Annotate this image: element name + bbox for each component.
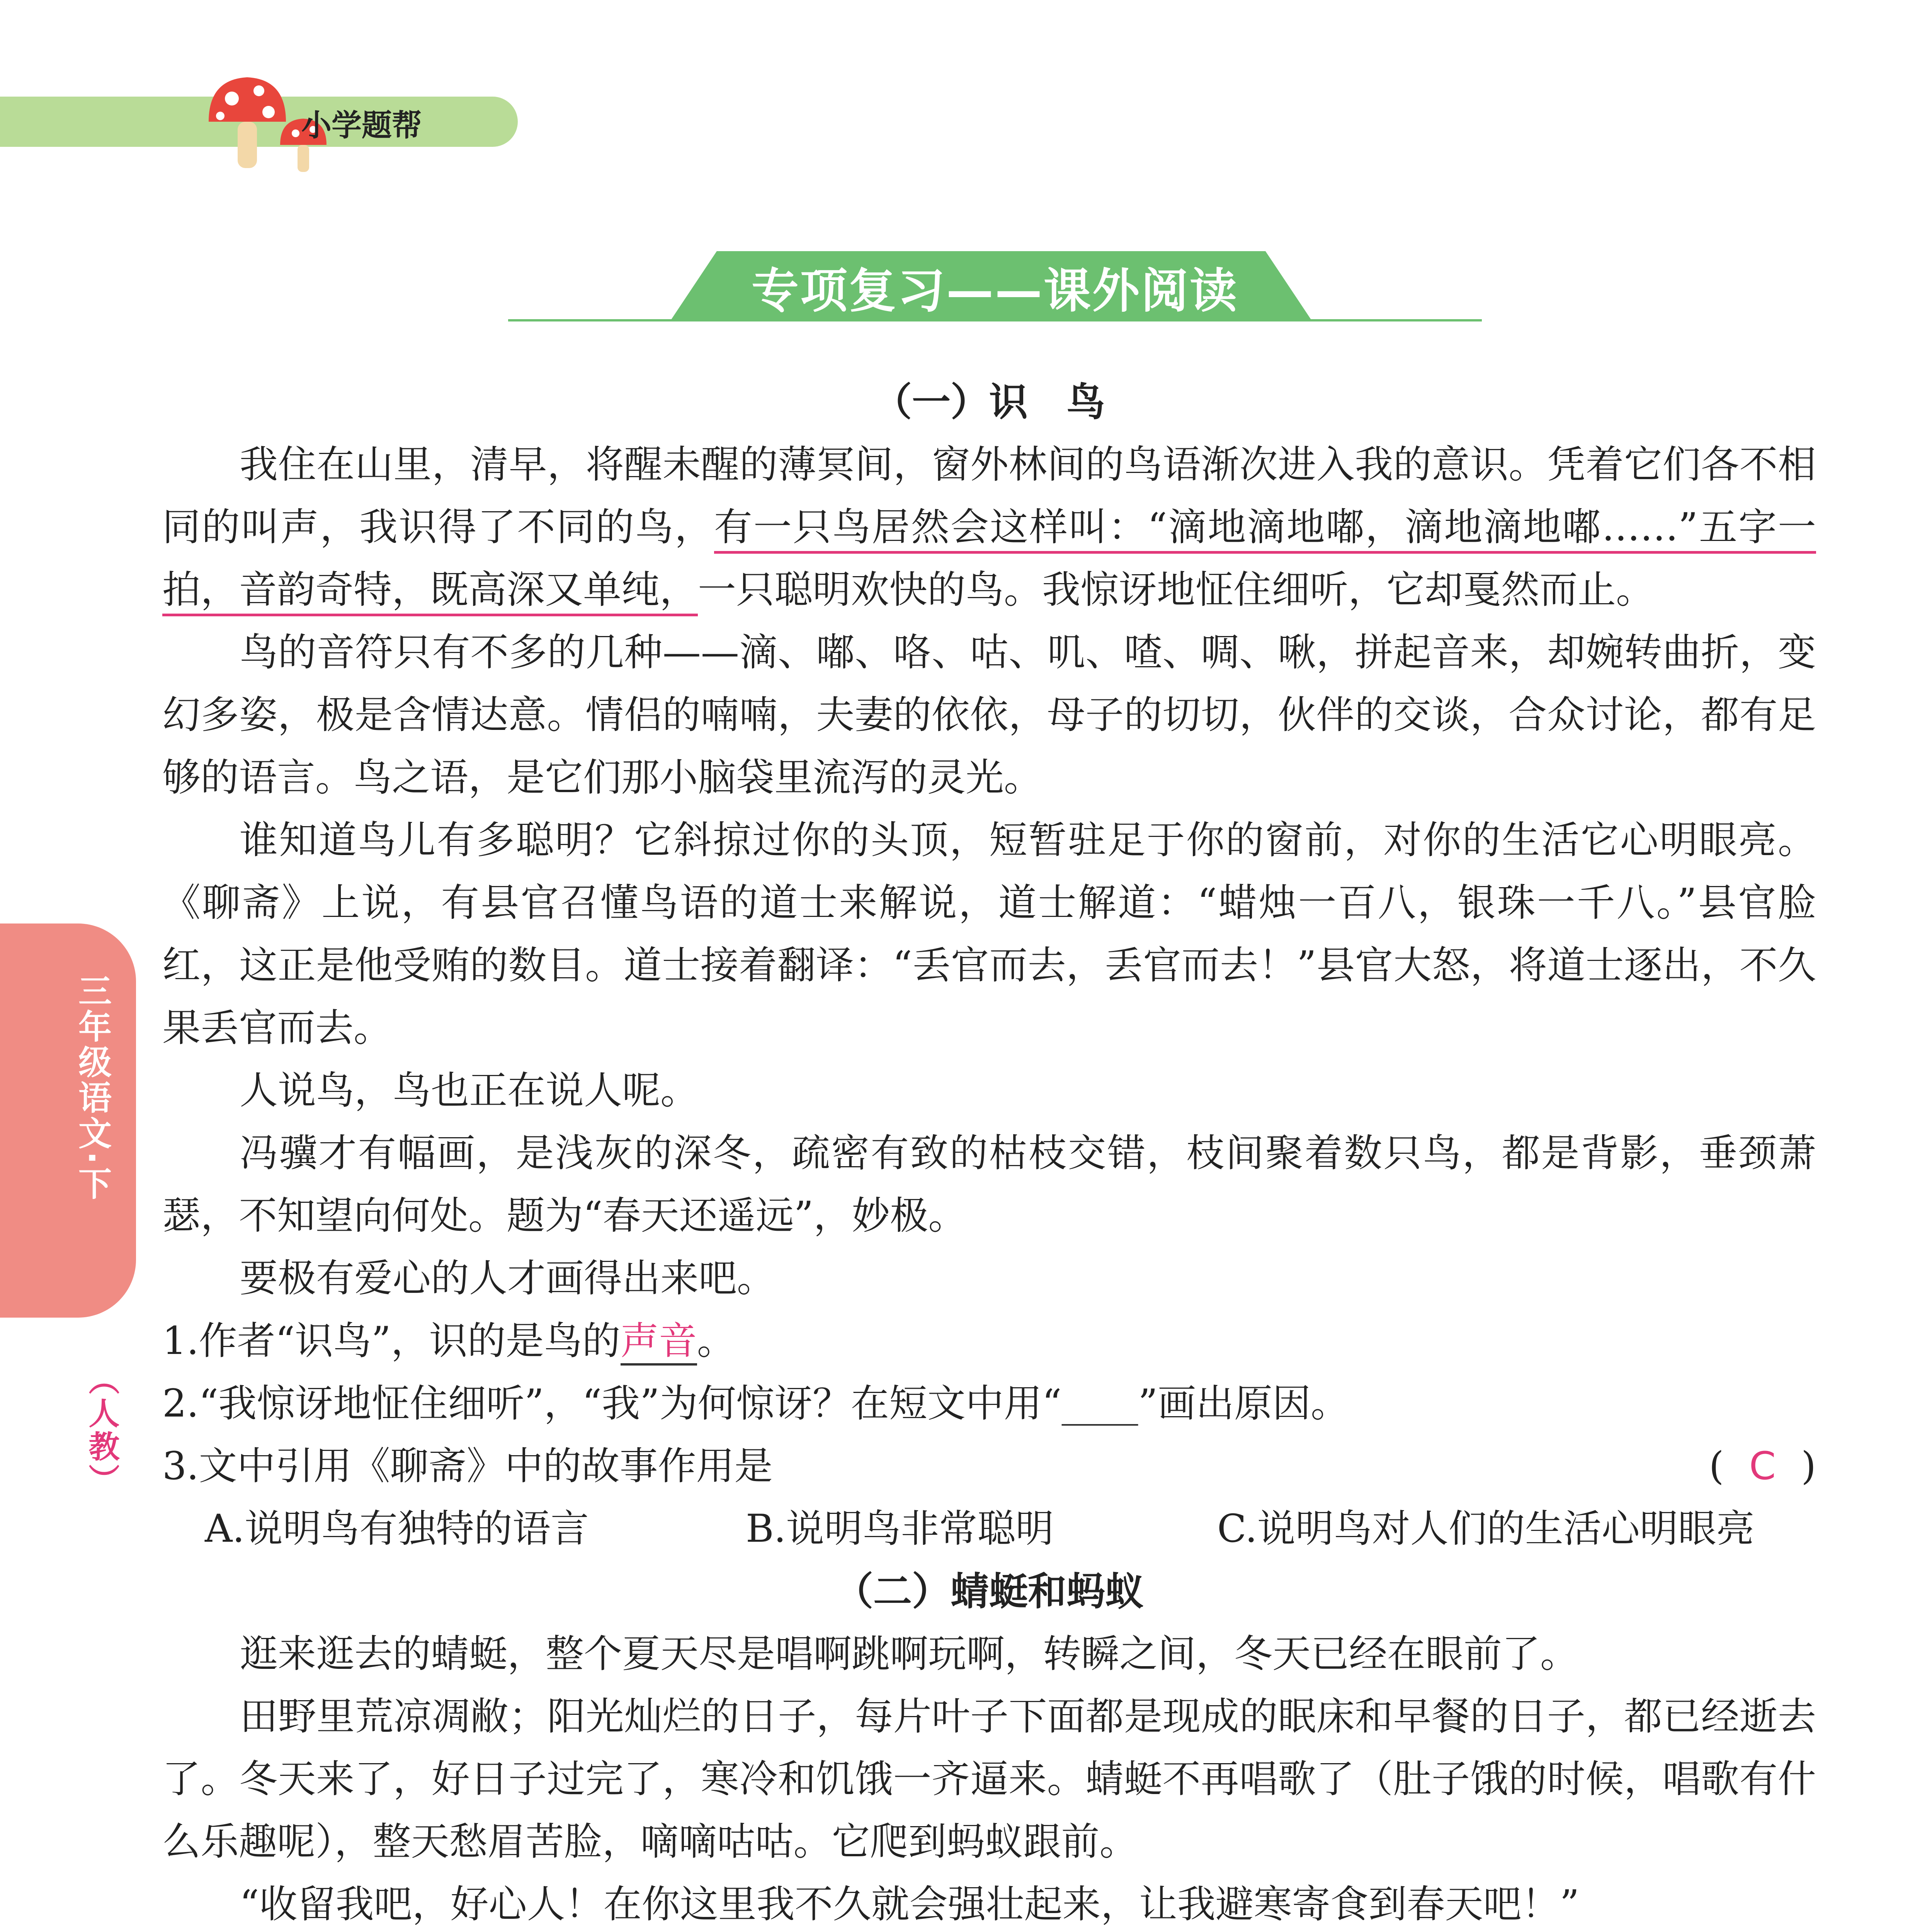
passage1-paragraph: 鸟的音符只有不多的几种——滴、嘟、咯、咕、叽、喳、啁、啾，拼起音来，却婉转曲折，变幻多姿，极是含情达意。情侣的喃喃，夫妻的依依，母子的切切，伙伴的交谈，合众讨论，都有足够的语言。鸟之语，是它们那小脑袋里流泻的灵光。 <box>162 630 1816 800</box>
answer-bracket: ( C ) <box>1709 1435 1816 1498</box>
text-run: 一只聪明欢快的鸟。我惊讶地怔住细听，它却戛然而止。 <box>698 568 1654 612</box>
passage1-paragraph: 冯骥才有幅画，是浅灰的深冬，疏密有致的枯枝交错，枝间聚着数只鸟，都是背影，垂颈萧瑟，不知望向何处。题为“春天还遥远”，妙极。 <box>162 1131 1816 1238</box>
passage1-paragraph: 要极有爱心的人才画得出来吧。 <box>240 1256 775 1301</box>
passage1-title: （一）识 鸟 <box>873 379 1105 425</box>
question-text: 1.作者“识鸟”，识的是鸟的 <box>162 1319 621 1363</box>
passage1-paragraph <box>162 434 1816 621</box>
passage2-paragraph: 逛来逛去的蜻蜓，整个夏天尽是唱啊跳啊玩啊，转瞬之间，冬天已经在眼前了。 <box>240 1632 1578 1676</box>
option-b: B.说明鸟非常聪明 <box>746 1507 1054 1551</box>
option-c: C.说明鸟对人们的生活心明眼亮 <box>1217 1507 1755 1551</box>
underlined-answer: 有一只鸟居然会这样叫：“滴地滴地嘟，滴地滴地嘟……”五字一拍，音韵奇特，既高深又单纯， <box>162 505 1816 616</box>
option-a: A.说明鸟有独特的语言 <box>205 1507 589 1551</box>
header-title: 小学题帮 <box>301 108 422 143</box>
passage2-title: （二）蜻蜓和蚂蚁 <box>835 1569 1144 1614</box>
answer-choice: C <box>1749 1444 1776 1488</box>
grade-label: 三年级语文·下 <box>73 974 111 1202</box>
passage2-paragraph: “收留我吧，好心人！在你这里我不久就会强壮起来，让我避寒寄食到春天吧！” <box>240 1882 1580 1927</box>
edition-label: （人教） <box>83 1364 119 1497</box>
passage1-paragraph: 人说鸟，鸟也正在说人呢。 <box>240 1068 699 1113</box>
question-2: 2.“我惊讶地怔住细听”，“我”为何惊讶？在短文中用“____”画出原因。 <box>162 1381 1349 1426</box>
section-title: 专项复习——课外阅读 <box>752 264 1238 318</box>
answer-fill: 声音 <box>621 1319 697 1366</box>
main-content <box>162 371 1816 1932</box>
passage1-paragraph: 谁知道鸟儿有多聪明？它斜掠过你的头顶，短暂驻足于你的窗前，对你的生活它心明眼亮。《聊斋》上说，有县官召懂鸟语的道士来解说，道士解道：“蜡烛一百八，银珠一千八。”县官脸红，这正是他受贿的数目。道士接着翻译：“丢官而去，丢官而去！”县官大怒，将道士逐出，不久果丢官而去。 <box>162 818 1816 1050</box>
passage2-paragraph: 田野里荒凉凋敝；阳光灿烂的日子，每片叶子下面都是现成的眠床和早餐的日子，都已经逝去了。冬天来了，好日子过完了，寒冷和饥饿一齐逼来。蜻蜓不再唱歌了（肚子饿的时候，唱歌有什么乐趣呢），整天愁眉苦脸，嘀嘀咕咕。它爬到蚂蚁跟前。 <box>162 1694 1816 1864</box>
question-1 <box>162 1310 1816 1372</box>
question-text: 3.文中引用《聊斋》中的故事作用是 <box>162 1444 773 1488</box>
question-text: 。 <box>697 1319 735 1363</box>
text-run: 我住在山里，清早，将醒未醒的薄冥间，窗外林间的鸟语渐次进入我的意识。凭着它们各不相同的叫声，我识得了不同的鸟， <box>162 442 1816 549</box>
options-row <box>162 1498 1816 1560</box>
question-3 <box>162 1435 1816 1498</box>
